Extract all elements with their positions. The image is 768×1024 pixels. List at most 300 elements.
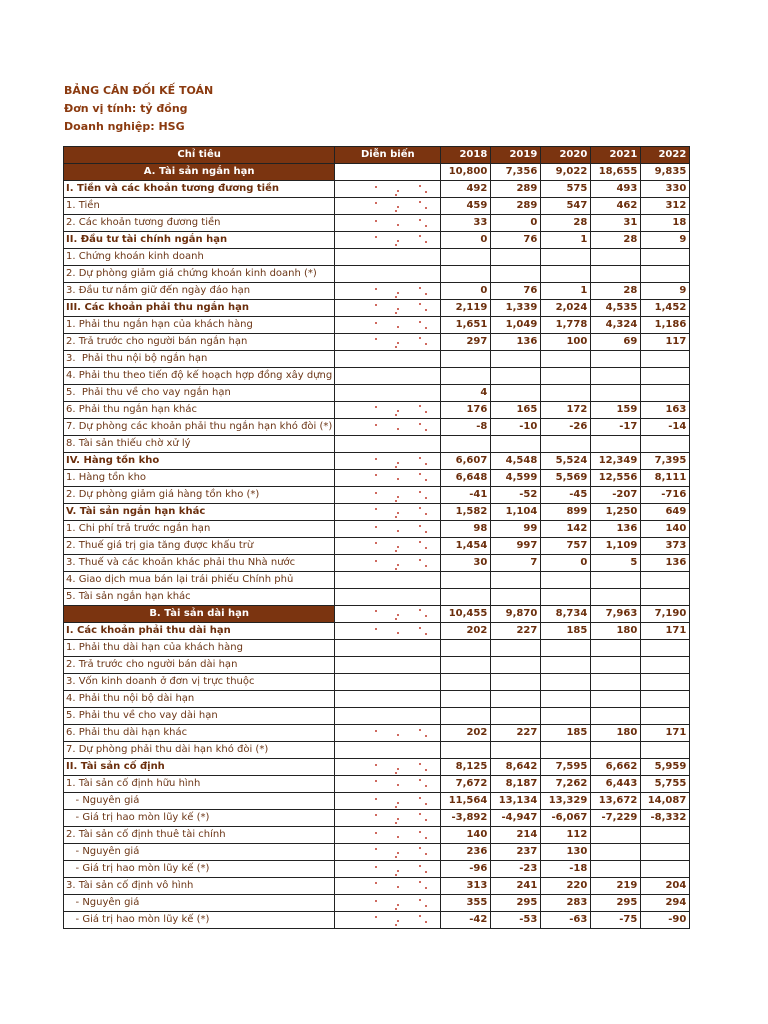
value-cell: -4,947 (491, 810, 541, 827)
sparkline-dot (419, 337, 421, 339)
value-cell: 7,672 (441, 776, 491, 793)
value-cell (491, 266, 541, 283)
value-cell (591, 266, 641, 283)
row-label: 3. Thuế và các khoản khác phải thu Nhà nước (64, 555, 335, 572)
table-row (64, 657, 690, 674)
sparkline-dot (425, 803, 427, 805)
sparkline-dot (395, 414, 397, 416)
sparkline-dot (419, 865, 421, 867)
sparkline-dot (375, 220, 377, 222)
value-cell (541, 385, 591, 402)
row-label: 1. Chi phí trả trước ngắn hạn (64, 521, 335, 538)
value-cell: -6,067 (541, 810, 591, 827)
value-cell: 5,524 (541, 453, 591, 470)
value-cell: 289 (491, 198, 541, 215)
sparkline-dot (397, 734, 399, 736)
row-label: 1. Hàng tồn kho (64, 470, 335, 487)
col-header-2022: 2022 (641, 147, 690, 164)
table-row (64, 368, 690, 385)
trend-cell (335, 589, 441, 606)
sparkline-dot (397, 292, 399, 294)
value-cell: 237 (491, 844, 541, 861)
value-cell (491, 385, 541, 402)
value-cell (491, 674, 541, 691)
value-cell: 0 (491, 215, 541, 232)
value-cell (641, 674, 690, 691)
value-cell: 214 (491, 827, 541, 844)
table-row (64, 215, 690, 232)
trend-cell (335, 572, 441, 589)
sparkline-dot (397, 564, 399, 566)
sparkline-dot (425, 921, 427, 923)
table-row (64, 810, 690, 827)
value-cell: 7,190 (641, 606, 690, 623)
table-row (64, 861, 690, 878)
value-cell: -8 (441, 419, 491, 436)
row-label: 2. Các khoản tương đương tiền (64, 215, 335, 232)
trend-cell (335, 419, 441, 436)
value-cell: 899 (541, 504, 591, 521)
row-label: 6. Phải thu dài hạn khác (64, 725, 335, 742)
sparkline-dot (419, 235, 421, 237)
trend-cell (335, 283, 441, 300)
value-cell (541, 657, 591, 674)
row-label: 5. Phải thu về cho vay dài hạn (64, 708, 335, 725)
sparkline-dot (397, 190, 399, 192)
row-label: 8. Tài sản thiếu chờ xử lý (64, 436, 335, 453)
sparkline-dot (397, 784, 399, 786)
value-cell (591, 368, 641, 385)
value-cell: 142 (541, 521, 591, 538)
sparkline-dot (425, 853, 427, 855)
table-row (64, 232, 690, 249)
value-cell: 4,599 (491, 470, 541, 487)
balance-sheet-table (63, 146, 690, 929)
value-cell (591, 249, 641, 266)
value-cell: 6,648 (441, 470, 491, 487)
value-cell: 1 (541, 283, 591, 300)
value-cell: 227 (491, 725, 541, 742)
value-cell (541, 436, 591, 453)
value-cell: 6,607 (441, 453, 491, 470)
value-cell: -41 (441, 487, 491, 504)
value-cell: 7,595 (541, 759, 591, 776)
value-cell (591, 351, 641, 368)
table-row (64, 521, 690, 538)
value-cell: 13,672 (591, 793, 641, 810)
sparkline-dot (397, 546, 399, 548)
sparkline-dot (375, 338, 377, 340)
value-cell: 10,455 (441, 606, 491, 623)
sparkline-dot (397, 802, 399, 804)
value-cell: 8,111 (641, 470, 690, 487)
value-cell (641, 742, 690, 759)
row-label: 7. Dự phòng các khoản phải thu ngắn hạn khó đòi (*) (64, 419, 335, 436)
col-header-trend: Diễn biến (335, 147, 441, 164)
value-cell (491, 657, 541, 674)
value-cell (591, 742, 641, 759)
value-cell: 0 (441, 232, 491, 249)
value-cell: 1,109 (591, 538, 641, 555)
value-cell: 7,356 (491, 164, 541, 181)
sparkline-dot (419, 831, 421, 833)
value-cell: -207 (591, 487, 641, 504)
value-cell (441, 589, 491, 606)
sparkline-dot (397, 410, 399, 412)
value-cell (591, 861, 641, 878)
sparkline-dot (425, 309, 427, 311)
sparkline-dot (395, 312, 397, 314)
sparkline-dot (375, 236, 377, 238)
sparkline-dot (397, 342, 399, 344)
sparkline-dot (375, 202, 377, 204)
value-cell: 6,662 (591, 759, 641, 776)
table-row (64, 436, 690, 453)
value-cell: 4,548 (491, 453, 541, 470)
value-cell: 355 (441, 895, 491, 912)
sparkline-dot (375, 542, 377, 544)
sparkline-dot (395, 856, 397, 858)
value-cell: 297 (441, 334, 491, 351)
value-cell: 295 (491, 895, 541, 912)
value-cell: -8,332 (641, 810, 690, 827)
value-cell: 117 (641, 334, 690, 351)
value-cell: 4 (441, 385, 491, 402)
trend-cell (335, 759, 441, 776)
sparkline-dot (395, 772, 397, 774)
trend-cell (335, 487, 441, 504)
value-cell: 28 (591, 232, 641, 249)
row-label: 1. Phải thu dài hạn của khách hàng (64, 640, 335, 657)
value-cell: 312 (641, 198, 690, 215)
value-cell (541, 351, 591, 368)
value-cell: -14 (641, 419, 690, 436)
sparkline-dot (397, 530, 399, 532)
sparkline-dot (397, 478, 399, 480)
table-row (64, 827, 690, 844)
sparkline-dot (425, 327, 427, 329)
sparkline-dot (419, 915, 421, 917)
sparkline-dot (395, 568, 397, 570)
table-row (64, 198, 690, 215)
value-cell (591, 385, 641, 402)
value-cell (591, 589, 641, 606)
value-cell (491, 351, 541, 368)
sparkline-dot (419, 473, 421, 475)
sparkline-dot (419, 847, 421, 849)
value-cell (641, 385, 690, 402)
row-label: 6. Phải thu ngắn hạn khác (64, 402, 335, 419)
sparkline-dot (419, 287, 421, 289)
table-row (64, 691, 690, 708)
value-cell (441, 742, 491, 759)
table-row (64, 555, 690, 572)
value-cell: 459 (441, 198, 491, 215)
row-label: III. Các khoản phải thu ngắn hạn (64, 300, 335, 317)
table-row (64, 334, 690, 351)
value-cell (491, 572, 541, 589)
value-cell: 0 (441, 283, 491, 300)
table-row (64, 725, 690, 742)
row-label: 4. Phải thu theo tiến độ kế hoạch hợp đồng xây dựng (64, 368, 335, 385)
value-cell: 159 (591, 402, 641, 419)
sparkline-dot (425, 565, 427, 567)
value-cell: 202 (441, 725, 491, 742)
value-cell: 136 (641, 555, 690, 572)
value-cell: 98 (441, 521, 491, 538)
value-cell: 12,349 (591, 453, 641, 470)
value-cell: 9,022 (541, 164, 591, 181)
row-label: 1. Tiền (64, 198, 335, 215)
value-cell: 757 (541, 538, 591, 555)
trend-cell (335, 368, 441, 385)
value-cell: 172 (541, 402, 591, 419)
value-cell: -42 (441, 912, 491, 929)
value-cell: 14,087 (641, 793, 690, 810)
trend-cell (335, 198, 441, 215)
table-row (64, 844, 690, 861)
table-row (64, 283, 690, 300)
value-cell (591, 691, 641, 708)
sparkline-dot (425, 497, 427, 499)
col-header-2019: 2019 (491, 147, 541, 164)
value-cell (641, 708, 690, 725)
value-cell (541, 589, 591, 606)
value-cell (641, 436, 690, 453)
value-cell (541, 368, 591, 385)
value-cell: 5,569 (541, 470, 591, 487)
value-cell: 1,250 (591, 504, 641, 521)
value-cell (591, 572, 641, 589)
value-cell: 1,651 (441, 317, 491, 334)
value-cell: 204 (641, 878, 690, 895)
value-cell: 176 (441, 402, 491, 419)
sparkline-dot (375, 730, 377, 732)
value-cell (541, 674, 591, 691)
value-cell: -90 (641, 912, 690, 929)
row-label: V. Tài sản ngắn hạn khác (64, 504, 335, 521)
table-row (64, 674, 690, 691)
sparkline-dot (419, 303, 421, 305)
table-row (64, 606, 690, 623)
value-cell: 236 (441, 844, 491, 861)
sparkline-dot (397, 206, 399, 208)
value-cell: 136 (491, 334, 541, 351)
sparkline-dot (375, 610, 377, 612)
value-cell (441, 436, 491, 453)
value-cell: 13,134 (491, 793, 541, 810)
sparkline-dot (375, 458, 377, 460)
sparkline-dot (425, 887, 427, 889)
sparkline-dot (395, 194, 397, 196)
sparkline-dot (425, 191, 427, 193)
sparkline-dot (425, 769, 427, 771)
sparkline-dot (397, 920, 399, 922)
sparkline-dot (397, 852, 399, 854)
row-label: B. Tài sản dài hạn (64, 606, 335, 623)
sparkline-dot (397, 870, 399, 872)
trend-cell (335, 249, 441, 266)
trend-cell (335, 453, 441, 470)
value-cell (491, 436, 541, 453)
sparkline-dot (419, 507, 421, 509)
table-row (64, 589, 690, 606)
value-cell: 4,324 (591, 317, 641, 334)
value-cell (541, 742, 591, 759)
sparkline-dot (397, 886, 399, 888)
value-cell: 136 (591, 521, 641, 538)
value-cell: 31 (591, 215, 641, 232)
value-cell: 5 (591, 555, 641, 572)
value-cell: 180 (591, 725, 641, 742)
value-cell: 1,778 (541, 317, 591, 334)
value-cell: 130 (541, 844, 591, 861)
row-label: IV. Hàng tồn kho (64, 453, 335, 470)
trend-cell (335, 521, 441, 538)
sparkline-dot (425, 225, 427, 227)
trend-cell (335, 232, 441, 249)
sparkline-dot (395, 924, 397, 926)
row-label: 3. Phải thu nội bộ ngắn hạn (64, 351, 335, 368)
sparkline-dot (425, 871, 427, 873)
row-label: 2. Dự phòng giảm giá hàng tồn kho (*) (64, 487, 335, 504)
trend-cell (335, 657, 441, 674)
sparkline-dot (375, 526, 377, 528)
sparkline-dot (397, 632, 399, 634)
row-label: 2. Trả trước cho người bán ngắn hạn (64, 334, 335, 351)
sparkline-dot (395, 244, 397, 246)
value-cell: 9 (641, 283, 690, 300)
value-cell: 9 (641, 232, 690, 249)
trend-cell (335, 606, 441, 623)
row-label: 5. Phải thu về cho vay ngắn hạn (64, 385, 335, 402)
row-label: 3. Đầu tư nắm giữ đến ngày đáo hạn (64, 283, 335, 300)
table-body (64, 164, 690, 929)
sparkline-dot (395, 466, 397, 468)
sparkline-dot (419, 321, 421, 323)
sparkline-dot (375, 406, 377, 408)
value-cell (441, 640, 491, 657)
row-label: - Giá trị hao mòn lũy kế (*) (64, 861, 335, 878)
value-cell (491, 249, 541, 266)
sparkline-dot (375, 424, 377, 426)
sparkline-dot (425, 837, 427, 839)
value-cell: -75 (591, 912, 641, 929)
sparkline-dot (419, 457, 421, 459)
value-cell (591, 657, 641, 674)
sparkline-dot (425, 463, 427, 465)
sparkline-dot (419, 201, 421, 203)
value-cell (441, 708, 491, 725)
sparkline-dot (419, 813, 421, 815)
trend-cell (335, 266, 441, 283)
table-row (64, 181, 690, 198)
row-label: 1. Phải thu ngắn hạn của khách hàng (64, 317, 335, 334)
value-cell: 1,104 (491, 504, 541, 521)
sparkline-dot (419, 763, 421, 765)
row-label: 2. Thuế giá trị gia tăng được khấu trừ (64, 538, 335, 555)
sparkline-dot (419, 219, 421, 221)
sparkline-dot (375, 814, 377, 816)
value-cell: 547 (541, 198, 591, 215)
value-cell (641, 827, 690, 844)
value-cell: 493 (591, 181, 641, 198)
value-cell (441, 572, 491, 589)
sparkline-dot (425, 905, 427, 907)
value-cell: 1,582 (441, 504, 491, 521)
sparkline-dot (425, 343, 427, 345)
value-cell: 5,755 (641, 776, 690, 793)
sparkline-dot (425, 411, 427, 413)
sparkline-dot (425, 735, 427, 737)
sparkline-dot (419, 185, 421, 187)
table-row (64, 317, 690, 334)
sparkline-dot (419, 609, 421, 611)
value-cell: 313 (441, 878, 491, 895)
value-cell: -18 (541, 861, 591, 878)
value-cell (441, 691, 491, 708)
sparkline-dot (419, 525, 421, 527)
value-cell (491, 640, 541, 657)
row-label: 4. Giao dịch mua bán lại trái phiếu Chính phủ (64, 572, 335, 589)
value-cell (591, 674, 641, 691)
value-cell (541, 640, 591, 657)
sparkline-dot (395, 874, 397, 876)
row-label: 1. Chứng khoán kinh doanh (64, 249, 335, 266)
value-cell (491, 589, 541, 606)
sparkline-dot (419, 541, 421, 543)
value-cell: 0 (541, 555, 591, 572)
value-cell: 492 (441, 181, 491, 198)
row-label: 4. Phải thu nội bộ dài hạn (64, 691, 335, 708)
value-cell: 330 (641, 181, 690, 198)
value-cell: 30 (441, 555, 491, 572)
value-cell: 1,186 (641, 317, 690, 334)
value-cell: 76 (491, 283, 541, 300)
value-cell (641, 657, 690, 674)
value-cell: 7 (491, 555, 541, 572)
value-cell: 4,535 (591, 300, 641, 317)
sparkline-dot (375, 508, 377, 510)
value-cell: 99 (491, 521, 541, 538)
row-label: 1. Tài sản cố định hữu hình (64, 776, 335, 793)
value-cell (491, 708, 541, 725)
value-cell (591, 708, 641, 725)
value-cell: 112 (541, 827, 591, 844)
value-cell (441, 266, 491, 283)
trend-cell (335, 674, 441, 691)
trend-cell (335, 742, 441, 759)
sparkline-dot (375, 900, 377, 902)
sparkline-dot (375, 764, 377, 766)
value-cell (641, 640, 690, 657)
value-cell: -96 (441, 861, 491, 878)
table-row (64, 776, 690, 793)
value-cell: 227 (491, 623, 541, 640)
sparkline-dot (395, 210, 397, 212)
sparkline-dot (395, 618, 397, 620)
row-label: 5. Tài sản ngắn hạn khác (64, 589, 335, 606)
row-label: 3. Tài sản cố định vô hình (64, 878, 335, 895)
table-row (64, 470, 690, 487)
sparkline-dot (397, 240, 399, 242)
sparkline-dot (395, 296, 397, 298)
value-cell: 18 (641, 215, 690, 232)
sparkline-dot (395, 500, 397, 502)
value-cell: 1,452 (641, 300, 690, 317)
sparkline-dot (419, 779, 421, 781)
value-cell: -45 (541, 487, 591, 504)
